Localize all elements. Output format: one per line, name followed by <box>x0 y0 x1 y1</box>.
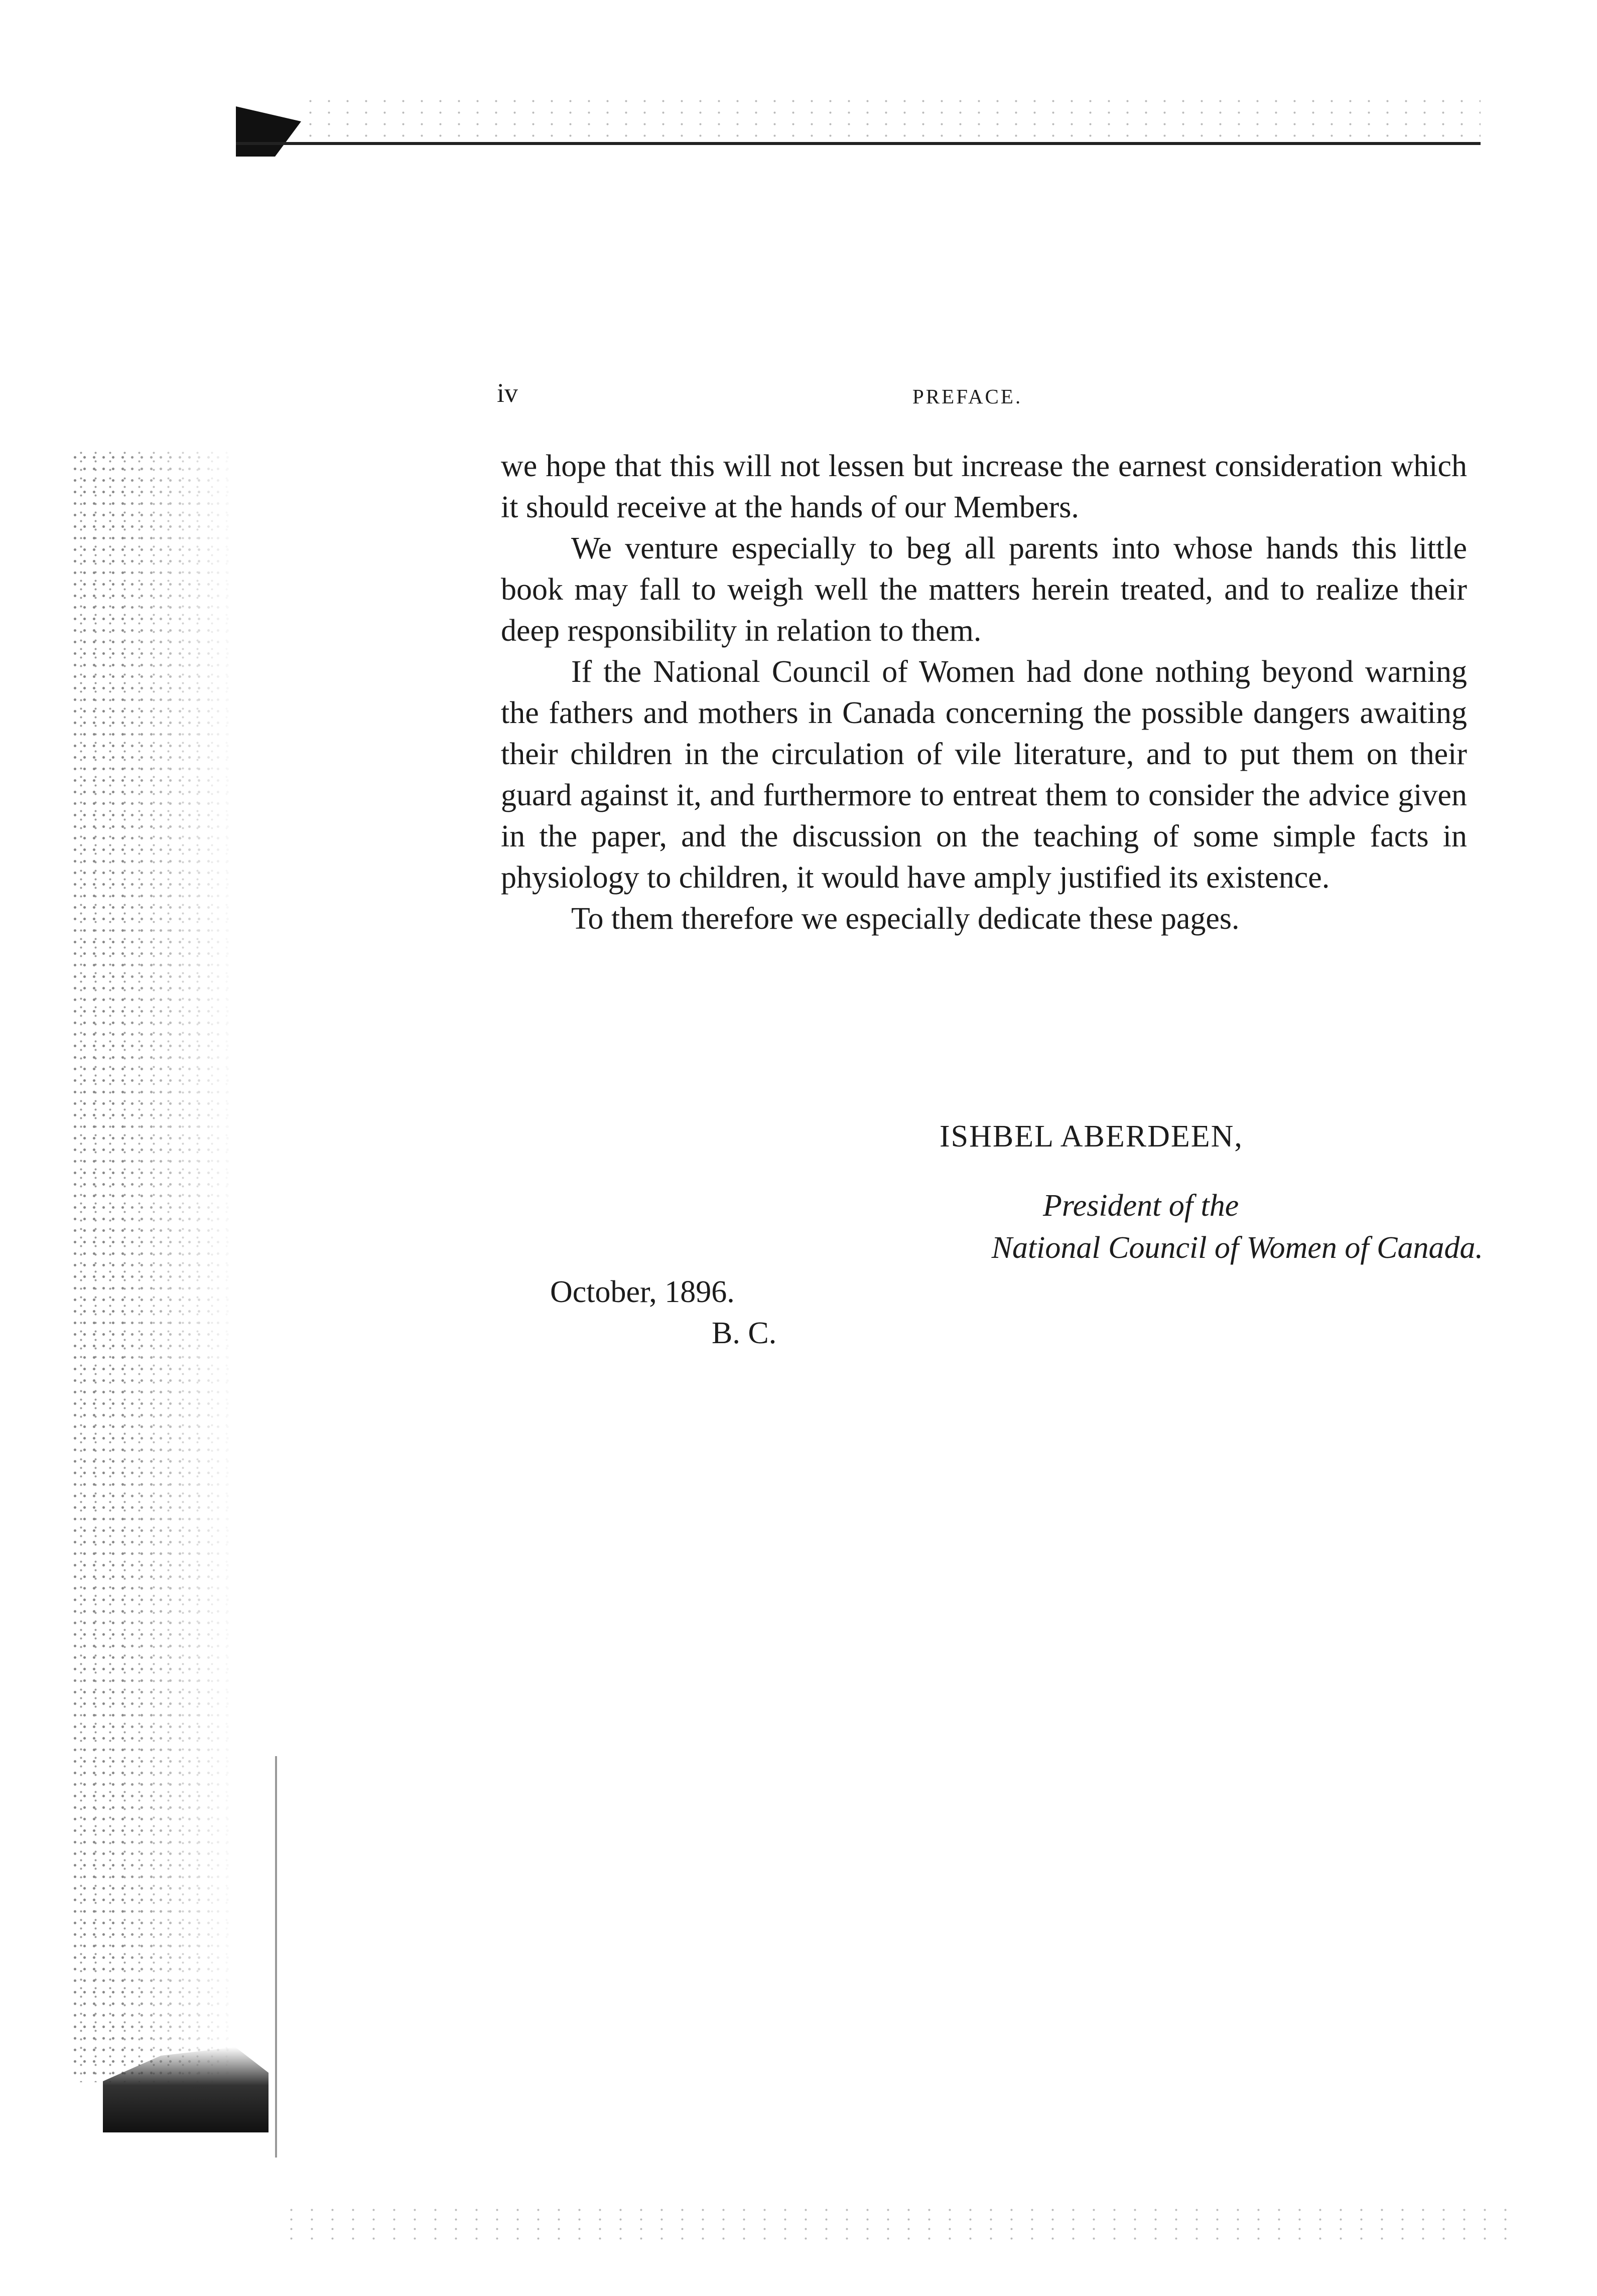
signature-name: ISHBEL ABERDEEN, <box>940 1119 1243 1154</box>
signature-title-line-1: President of the <box>1043 1189 1239 1223</box>
scan-speckle-top <box>301 95 1481 140</box>
paragraph-continuation: we hope that this will not lessen but increase the earnest consideration which it should receive at the hands of our Members. <box>501 449 1467 524</box>
scan-speckle-bottom <box>281 2205 1516 2240</box>
paragraph-dedication: To them therefore we especially dedicate these pages. <box>571 902 1240 936</box>
scan-corner-mark <box>236 106 301 157</box>
running-head: PREFACE. <box>912 385 1023 408</box>
initials: B. C. <box>712 1316 777 1350</box>
date-line: October, 1896. <box>550 1275 735 1309</box>
preface-body <box>501 446 1467 939</box>
page-header <box>497 377 1476 417</box>
page-top-rule <box>236 142 1481 145</box>
paragraph: We venture especially to beg all parents into whose hands this little book may fall to weigh well the matters herein treated, and to realize their deep responsibility in relation to them. <box>501 531 1467 648</box>
scan-gutter-line <box>275 1756 277 2158</box>
page-number: iv <box>497 378 518 408</box>
scan-noise-left-margin <box>70 452 236 2082</box>
signature-title-line-2: National Council of Women of Canada. <box>991 1231 1483 1265</box>
paragraph: If the National Council of Women had done nothing beyond warning the fathers and mothers in Canada concerning the possible dangers awaiting their children in the circulation of vile literature, and to put them on their guard against it, and furthermore to entreat them to consider the advice given in the paper, and the discussion on the teaching of some simple facts in physiology to children, it would have amply justified its existence. <box>501 655 1467 895</box>
